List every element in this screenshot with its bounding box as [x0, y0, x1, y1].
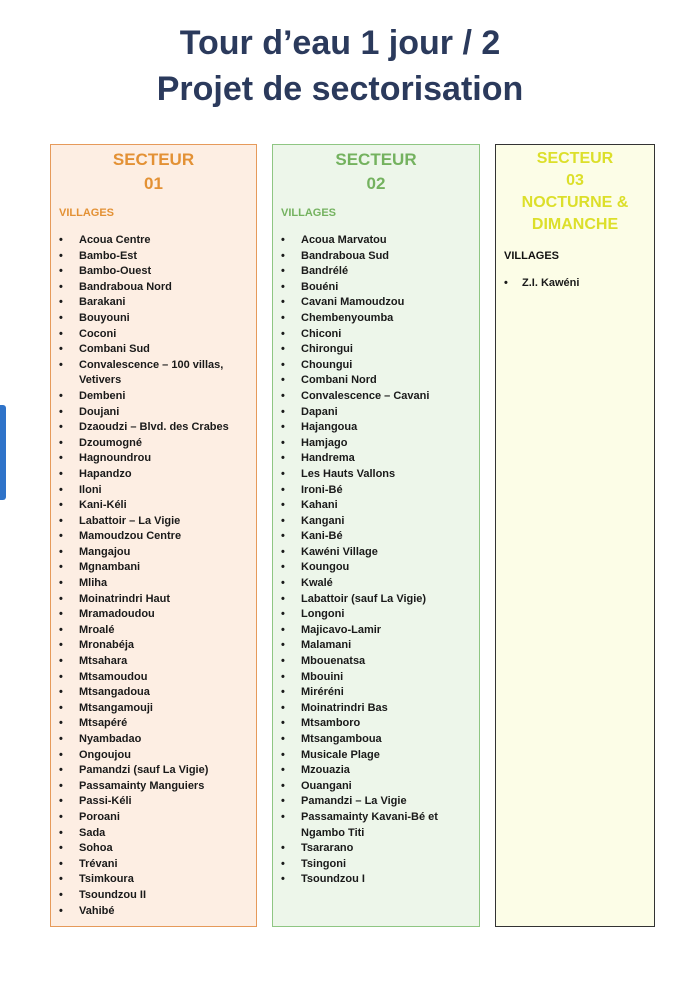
- village-item: • Les Hauts Vallons: [281, 467, 473, 483]
- village-item: • Kawéni Village: [281, 545, 473, 561]
- village-item: • Acoua Centre: [59, 233, 250, 249]
- village-item: • Sada: [59, 826, 250, 842]
- village-item: • Kwalé: [281, 576, 473, 592]
- title-line-2: Projet de sectorisation: [156, 70, 524, 108]
- village-item: • Bouéni: [281, 280, 473, 296]
- village-item: • Combani Sud: [59, 342, 250, 358]
- village-item: • Mangajou: [59, 545, 250, 561]
- slide-edge-marker: [0, 405, 6, 500]
- village-item: • Mliha: [59, 576, 250, 592]
- village-item: • Bandrélé: [281, 264, 473, 280]
- village-item: • Kahani: [281, 498, 473, 514]
- sector-03-panel: [495, 144, 655, 927]
- village-item: • Z.I. Kawéni: [504, 276, 648, 292]
- villages-label: VILLAGES: [504, 250, 560, 262]
- village-item: • Kani-Bé: [281, 529, 473, 545]
- village-item: • Tsimkoura: [59, 872, 250, 888]
- village-item: • Longoni: [281, 607, 473, 623]
- village-item: • Moinatrindri Haut: [59, 592, 250, 608]
- village-item: • Ouangani: [281, 779, 473, 795]
- village-item: • Mbouini: [281, 670, 473, 686]
- village-item: • Convalescence – Cavani: [281, 389, 473, 405]
- village-item: • Mbouenatsa: [281, 654, 473, 670]
- sector-02-panel: [272, 144, 480, 927]
- village-item: • Mroalé: [59, 623, 250, 639]
- sector-01-panel: [50, 144, 257, 927]
- village-item: • Mtsangadoua: [59, 685, 250, 701]
- village-item: • Passamainty Manguiers: [59, 779, 250, 795]
- sector-03-heading: SECTEUR 03 NOCTURNE & DIMANCHE: [521, 150, 629, 233]
- village-item: • Poroani: [59, 810, 250, 826]
- village-item: • Malamani: [281, 638, 473, 654]
- village-list: [496, 276, 654, 292]
- village-item: • Mtsahara: [59, 654, 250, 670]
- village-item: • Passi-Kéli: [59, 794, 250, 810]
- village-item: • Barakani: [59, 295, 250, 311]
- village-item: • Hapandzo: [59, 467, 250, 483]
- village-list: [273, 233, 479, 888]
- village-item: • Hajangoua: [281, 420, 473, 436]
- village-item: • Bambo-Est: [59, 249, 250, 265]
- village-item: • Handrema: [281, 451, 473, 467]
- village-item: • Hagnoundrou: [59, 451, 250, 467]
- village-item: • Dembeni: [59, 389, 250, 405]
- village-item: • Mtsangamouji: [59, 701, 250, 717]
- village-item: • Koungou: [281, 560, 473, 576]
- village-item: • Chembenyoumba: [281, 311, 473, 327]
- village-item: • Kani-Kéli: [59, 498, 250, 514]
- page-title: [0, 20, 680, 112]
- village-item: • Mgnambani: [59, 560, 250, 576]
- village-item: • Nyambadao: [59, 732, 250, 748]
- village-item: • Dzoumogné: [59, 436, 250, 452]
- village-item: • Tsararano: [281, 841, 473, 857]
- village-item: • Mamoudzou Centre: [59, 529, 250, 545]
- village-item: • Mzouazia: [281, 763, 473, 779]
- village-item: • Convalescence – 100 villas, Vetivers: [59, 358, 250, 389]
- village-item: • Vahibé: [59, 904, 250, 920]
- title-line-1: Tour d’eau 1 jour / 2: [179, 24, 501, 62]
- village-item: • Tsoundzou I: [281, 872, 473, 888]
- village-list: [51, 233, 256, 919]
- village-item: • Bouyouni: [59, 311, 250, 327]
- village-item: • Mronabéja: [59, 638, 250, 654]
- village-item: • Choungui: [281, 358, 473, 374]
- village-item: • Moinatrindri Bas: [281, 701, 473, 717]
- village-item: • Miréréni: [281, 685, 473, 701]
- village-item: • Sohoa: [59, 841, 250, 857]
- village-item: • Labattoir (sauf La Vigie): [281, 592, 473, 608]
- village-item: • Kangani: [281, 514, 473, 530]
- village-item: • Mtsamboro: [281, 716, 473, 732]
- village-item: • Coconi: [59, 327, 250, 343]
- village-item: • Bandraboua Sud: [281, 249, 473, 265]
- village-item: • Cavani Mamoudzou: [281, 295, 473, 311]
- village-item: • Mtsamoudou: [59, 670, 250, 686]
- village-item: • Tsoundzou II: [59, 888, 250, 904]
- village-item: • Ongoujou: [59, 748, 250, 764]
- village-item: • Acoua Marvatou: [281, 233, 473, 249]
- villages-label: VILLAGES: [281, 207, 337, 219]
- village-item: • Chiconi: [281, 327, 473, 343]
- village-item: • Dzaoudzi – Blvd. des Crabes: [59, 420, 250, 436]
- village-item: • Pamandzi (sauf La Vigie): [59, 763, 250, 779]
- villages-label: VILLAGES: [59, 207, 115, 219]
- village-item: • Chirongui: [281, 342, 473, 358]
- village-item: • Musicale Plage: [281, 748, 473, 764]
- village-item: • Pamandzi – La Vigie: [281, 794, 473, 810]
- sector-02-heading: SECTEUR 02: [335, 150, 417, 193]
- village-item: • Tsingoni: [281, 857, 473, 873]
- village-item: • Mtsapéré: [59, 716, 250, 732]
- sector-01-heading: SECTEUR 01: [112, 150, 195, 193]
- village-item: • Bambo-Ouest: [59, 264, 250, 280]
- village-item: • Dapani: [281, 405, 473, 421]
- village-item: • Mtsangamboua: [281, 732, 473, 748]
- village-item: • Bandraboua Nord: [59, 280, 250, 296]
- village-item: • Mramadoudou: [59, 607, 250, 623]
- village-item: • Hamjago: [281, 436, 473, 452]
- village-item: • Trévani: [59, 857, 250, 873]
- village-item: • Majicavo-Lamir: [281, 623, 473, 639]
- village-item: • Iloni: [59, 483, 250, 499]
- village-item: • Combani Nord: [281, 373, 473, 389]
- village-item: • Ironi-Bé: [281, 483, 473, 499]
- village-item: • Passamainty Kavani-Bé et Ngambo Titi: [281, 810, 473, 841]
- village-item: • Labattoir – La Vigie: [59, 514, 250, 530]
- village-item: • Doujani: [59, 405, 250, 421]
